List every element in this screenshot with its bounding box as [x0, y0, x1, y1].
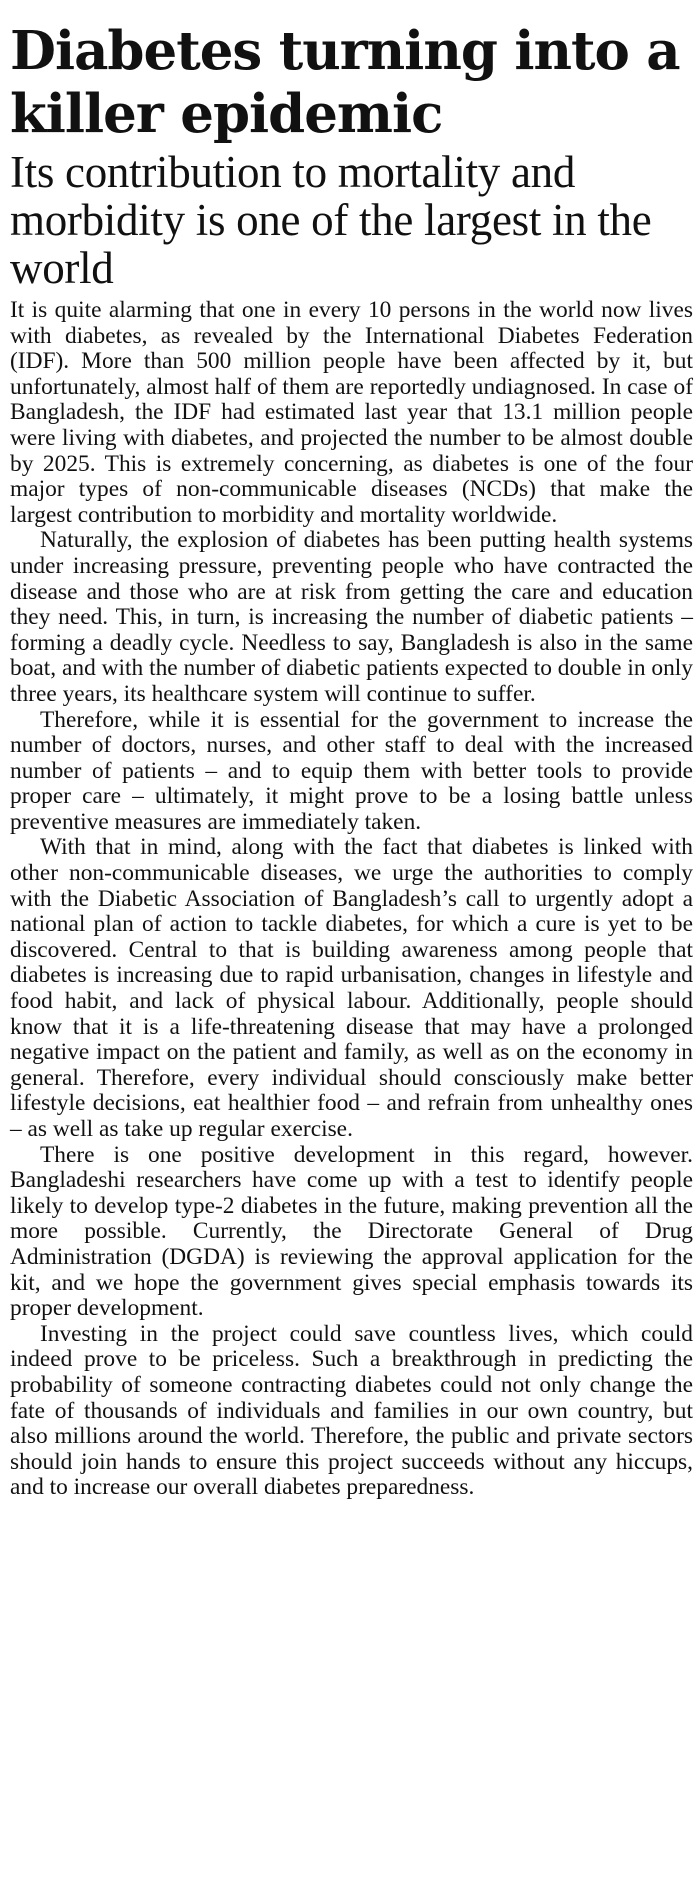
article-paragraph: Naturally, the explosion of diabetes has been putting health systems under increasing pressure, preventing people who have contracted the disease and those who are at risk from getting the care and education they need. This, in turn, is increasing the number of diabetic patients – forming a deadly cycle. Needless to say, Bangladesh is also in the same boat, and with the number of diabetic patients expected to double in only three years, its healthcare system will continue to suffer.	[10, 527, 693, 707]
article-paragraph: There is one positive development in this regard, however. Bangladeshi researchers have come up with a test to identify people likely to develop type-2 diabetes in the future, making prevention all the more possible. Currently, the Directorate General of Drug Administration (DGDA) is reviewing the approval application for the kit, and we hope the government gives special emphasis towards its proper development.	[10, 1141, 693, 1322]
article	[10, 20, 693, 1501]
article-headline: Diabetes turning into a killer epidemic	[10, 20, 680, 145]
article-paragraph: With that in mind, along with the fact that diabetes is linked with other non-communicable diseases, we urge the authorities to comply with the Diabetic Association of Bangladesh’s call to urgently adopt a national plan of action to tackle diabetes, for which a cure is yet to be discovered. Central to that is building awareness among people that diabetes is increasing due to rapid urbanisation, changes in lifestyle and food habit, and lack of physical labour. Additionally, people should know that it is a life-threatening disease that may have a prolonged negative impact on the patient and family, as well as on the economy in general. Therefore, every individual should consciously make better lifestyle decisions, eat healthier food – and refrain from unhealthy ones – as well as take up regular exercise.	[10, 834, 693, 1142]
article-paragraph: Therefore, while it is essential for the government to increase the number of doctors, nurses, and other staff to deal with the increased number of patients – and to equip them with better tools to provide proper care – ultimately, it might prove to be a losing battle unless preventive measures are immediately taken.	[10, 706, 693, 835]
article-paragraph: Investing in the project could save countless lives, which could indeed prove to be priceless. Such a breakthrough in predicting the probability of someone contracting diabetes could not only change the fate of thousands of individuals and families in our own country, but also millions around the world. Therefore, the public and private sectors should join hands to ensure this project succeeds without any hiccups, and to increase our overall diabetes preparedness.	[10, 1320, 693, 1501]
article-paragraph: It is quite alarming that one in every 10 persons in the world now lives with diabetes, as revealed by the International Diabetes Federation (IDF). More than 500 million people have been affected by it, but unfortunately, almost half of them are reportedly undiagnosed. In case of Bangladesh, the IDF had estimated last year that 13.1 million people were living with diabetes, and projected the number to be almost double by 2025. This is extremely concerning, as diabetes is one of the four major types of non-communicable diseases (NCDs) that make the largest contribution to morbidity and mortality worldwide.	[10, 297, 693, 528]
article-body	[10, 298, 693, 1501]
article-subheadline: Its contribution to mortality and morbidity is one of the largest in the world	[10, 147, 652, 293]
